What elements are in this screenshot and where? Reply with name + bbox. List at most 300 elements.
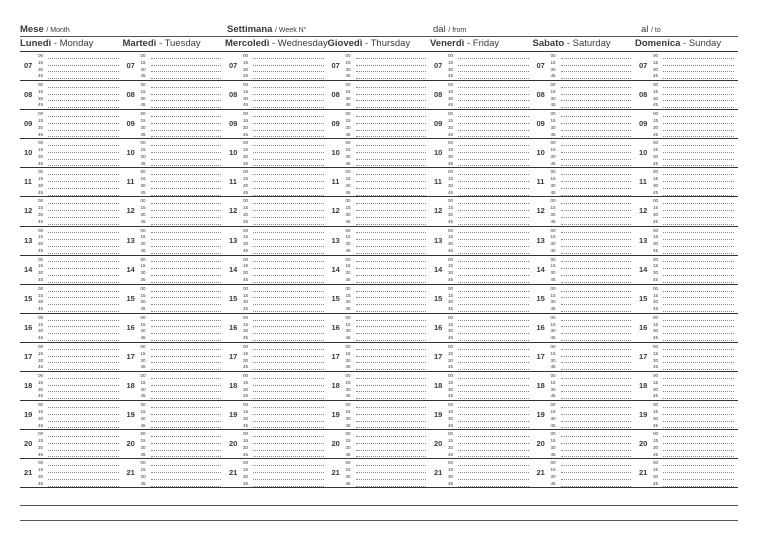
- hour-slot[interactable]: [635, 256, 738, 285]
- quarter-row[interactable]: [551, 270, 632, 277]
- hour-slot[interactable]: [123, 227, 226, 256]
- quarter-row[interactable]: [243, 96, 324, 103]
- quarter-row[interactable]: [653, 132, 734, 139]
- quarter-row[interactable]: [243, 198, 324, 205]
- quarter-row[interactable]: [653, 293, 734, 300]
- quarter-row[interactable]: [141, 161, 222, 168]
- quarter-row[interactable]: [243, 452, 324, 459]
- hour-slot[interactable]: [123, 256, 226, 285]
- quarter-row[interactable]: [141, 373, 222, 380]
- quarter-row[interactable]: [448, 82, 529, 89]
- quarter-row[interactable]: [653, 67, 734, 74]
- quarter-row[interactable]: [243, 161, 324, 168]
- quarter-row[interactable]: [448, 67, 529, 74]
- quarter-row[interactable]: [346, 315, 427, 322]
- quarter-row[interactable]: [38, 118, 119, 125]
- quarter-row[interactable]: [448, 402, 529, 409]
- quarter-row[interactable]: [346, 154, 427, 161]
- quarter-row[interactable]: [551, 416, 632, 423]
- quarter-row[interactable]: [551, 358, 632, 365]
- quarter-row[interactable]: [38, 257, 119, 264]
- hour-slot[interactable]: [635, 372, 738, 401]
- hour-slot[interactable]: [20, 430, 123, 459]
- hour-slot[interactable]: [123, 168, 226, 197]
- quarter-row[interactable]: [551, 445, 632, 452]
- quarter-row[interactable]: [243, 358, 324, 365]
- hour-slot[interactable]: [430, 401, 533, 430]
- hour-slot[interactable]: [225, 314, 328, 343]
- quarter-row[interactable]: [551, 60, 632, 67]
- quarter-row[interactable]: [243, 460, 324, 467]
- quarter-row[interactable]: [346, 409, 427, 416]
- quarter-row[interactable]: [551, 169, 632, 176]
- quarter-row[interactable]: [243, 286, 324, 293]
- quarter-row[interactable]: [448, 351, 529, 358]
- quarter-row[interactable]: [38, 82, 119, 89]
- quarter-row[interactable]: [653, 140, 734, 147]
- quarter-row[interactable]: [38, 228, 119, 235]
- quarter-row[interactable]: [346, 293, 427, 300]
- hour-slot[interactable]: [430, 52, 533, 81]
- hour-slot[interactable]: [533, 139, 636, 168]
- quarter-row[interactable]: [448, 183, 529, 190]
- hour-slot[interactable]: [123, 139, 226, 168]
- quarter-row[interactable]: [141, 263, 222, 270]
- quarter-row[interactable]: [141, 481, 222, 488]
- quarter-row[interactable]: [38, 241, 119, 248]
- quarter-row[interactable]: [448, 140, 529, 147]
- quarter-row[interactable]: [141, 102, 222, 109]
- hour-slot[interactable]: [533, 256, 636, 285]
- quarter-row[interactable]: [141, 299, 222, 306]
- quarter-row[interactable]: [653, 335, 734, 342]
- quarter-row[interactable]: [141, 452, 222, 459]
- quarter-row[interactable]: [243, 322, 324, 329]
- quarter-row[interactable]: [653, 299, 734, 306]
- quarter-row[interactable]: [38, 102, 119, 109]
- quarter-row[interactable]: [243, 132, 324, 139]
- quarter-row[interactable]: [551, 263, 632, 270]
- quarter-row[interactable]: [653, 322, 734, 329]
- quarter-row[interactable]: [243, 169, 324, 176]
- quarter-row[interactable]: [243, 60, 324, 67]
- quarter-row[interactable]: [346, 481, 427, 488]
- quarter-row[interactable]: [141, 53, 222, 60]
- hour-slot[interactable]: [20, 285, 123, 314]
- quarter-row[interactable]: [38, 328, 119, 335]
- hour-slot[interactable]: [225, 343, 328, 372]
- quarter-row[interactable]: [141, 176, 222, 183]
- quarter-row[interactable]: [38, 96, 119, 103]
- quarter-row[interactable]: [653, 53, 734, 60]
- hour-slot[interactable]: [635, 285, 738, 314]
- quarter-row[interactable]: [243, 82, 324, 89]
- hour-slot[interactable]: [430, 168, 533, 197]
- hour-slot[interactable]: [533, 168, 636, 197]
- quarter-row[interactable]: [448, 248, 529, 255]
- hour-slot[interactable]: [328, 430, 431, 459]
- quarter-row[interactable]: [448, 445, 529, 452]
- quarter-row[interactable]: [141, 438, 222, 445]
- quarter-row[interactable]: [243, 73, 324, 80]
- hour-slot[interactable]: [533, 372, 636, 401]
- quarter-row[interactable]: [141, 169, 222, 176]
- quarter-row[interactable]: [38, 364, 119, 371]
- quarter-row[interactable]: [141, 293, 222, 300]
- hour-slot[interactable]: [225, 110, 328, 139]
- hour-slot[interactable]: [430, 430, 533, 459]
- quarter-row[interactable]: [243, 219, 324, 226]
- quarter-row[interactable]: [653, 373, 734, 380]
- quarter-row[interactable]: [653, 111, 734, 118]
- hour-slot[interactable]: [533, 285, 636, 314]
- quarter-row[interactable]: [346, 474, 427, 481]
- hour-slot[interactable]: [635, 401, 738, 430]
- quarter-row[interactable]: [346, 373, 427, 380]
- quarter-row[interactable]: [141, 277, 222, 284]
- quarter-row[interactable]: [653, 183, 734, 190]
- quarter-row[interactable]: [243, 176, 324, 183]
- quarter-row[interactable]: [346, 335, 427, 342]
- quarter-row[interactable]: [346, 176, 427, 183]
- quarter-row[interactable]: [448, 299, 529, 306]
- hour-slot[interactable]: [20, 168, 123, 197]
- quarter-row[interactable]: [141, 322, 222, 329]
- quarter-row[interactable]: [38, 147, 119, 154]
- quarter-row[interactable]: [243, 481, 324, 488]
- quarter-row[interactable]: [141, 118, 222, 125]
- quarter-row[interactable]: [448, 198, 529, 205]
- quarter-row[interactable]: [346, 161, 427, 168]
- quarter-row[interactable]: [243, 416, 324, 423]
- hour-slot[interactable]: [328, 168, 431, 197]
- quarter-row[interactable]: [141, 60, 222, 67]
- quarter-row[interactable]: [448, 452, 529, 459]
- hour-slot[interactable]: [225, 52, 328, 81]
- hour-slot[interactable]: [430, 256, 533, 285]
- hour-slot[interactable]: [533, 430, 636, 459]
- quarter-row[interactable]: [243, 140, 324, 147]
- quarter-row[interactable]: [551, 53, 632, 60]
- hour-slot[interactable]: [328, 52, 431, 81]
- quarter-row[interactable]: [346, 118, 427, 125]
- quarter-row[interactable]: [653, 481, 734, 488]
- quarter-row[interactable]: [346, 286, 427, 293]
- quarter-row[interactable]: [653, 125, 734, 132]
- quarter-row[interactable]: [38, 460, 119, 467]
- quarter-row[interactable]: [346, 212, 427, 219]
- quarter-row[interactable]: [653, 364, 734, 371]
- quarter-row[interactable]: [653, 248, 734, 255]
- quarter-row[interactable]: [653, 60, 734, 67]
- hour-slot[interactable]: [430, 343, 533, 372]
- quarter-row[interactable]: [346, 248, 427, 255]
- hour-slot[interactable]: [635, 139, 738, 168]
- quarter-row[interactable]: [141, 335, 222, 342]
- quarter-row[interactable]: [448, 358, 529, 365]
- quarter-row[interactable]: [346, 364, 427, 371]
- quarter-row[interactable]: [38, 286, 119, 293]
- quarter-row[interactable]: [141, 257, 222, 264]
- quarter-row[interactable]: [38, 452, 119, 459]
- quarter-row[interactable]: [243, 263, 324, 270]
- quarter-row[interactable]: [38, 387, 119, 394]
- quarter-row[interactable]: [551, 460, 632, 467]
- quarter-row[interactable]: [346, 205, 427, 212]
- quarter-row[interactable]: [141, 387, 222, 394]
- quarter-row[interactable]: [653, 241, 734, 248]
- quarter-row[interactable]: [243, 467, 324, 474]
- quarter-row[interactable]: [243, 118, 324, 125]
- quarter-row[interactable]: [346, 96, 427, 103]
- quarter-row[interactable]: [346, 169, 427, 176]
- hour-slot[interactable]: [328, 372, 431, 401]
- hour-slot[interactable]: [430, 197, 533, 226]
- quarter-row[interactable]: [243, 248, 324, 255]
- quarter-row[interactable]: [38, 445, 119, 452]
- quarter-row[interactable]: [653, 328, 734, 335]
- quarter-row[interactable]: [653, 380, 734, 387]
- quarter-row[interactable]: [551, 183, 632, 190]
- quarter-row[interactable]: [448, 190, 529, 197]
- quarter-row[interactable]: [653, 263, 734, 270]
- quarter-row[interactable]: [38, 299, 119, 306]
- quarter-row[interactable]: [448, 416, 529, 423]
- quarter-row[interactable]: [346, 306, 427, 313]
- quarter-row[interactable]: [448, 111, 529, 118]
- quarter-row[interactable]: [551, 474, 632, 481]
- quarter-row[interactable]: [243, 328, 324, 335]
- quarter-row[interactable]: [448, 228, 529, 235]
- hour-slot[interactable]: [635, 110, 738, 139]
- quarter-row[interactable]: [448, 132, 529, 139]
- hour-slot[interactable]: [20, 343, 123, 372]
- quarter-row[interactable]: [551, 344, 632, 351]
- quarter-row[interactable]: [653, 306, 734, 313]
- quarter-row[interactable]: [243, 212, 324, 219]
- hour-slot[interactable]: [225, 401, 328, 430]
- quarter-row[interactable]: [243, 67, 324, 74]
- quarter-row[interactable]: [653, 445, 734, 452]
- quarter-row[interactable]: [243, 277, 324, 284]
- quarter-row[interactable]: [448, 344, 529, 351]
- quarter-row[interactable]: [141, 73, 222, 80]
- quarter-row[interactable]: [38, 416, 119, 423]
- quarter-row[interactable]: [141, 154, 222, 161]
- quarter-row[interactable]: [141, 205, 222, 212]
- quarter-row[interactable]: [243, 205, 324, 212]
- quarter-row[interactable]: [141, 445, 222, 452]
- quarter-row[interactable]: [653, 286, 734, 293]
- hour-slot[interactable]: [635, 197, 738, 226]
- quarter-row[interactable]: [346, 452, 427, 459]
- quarter-row[interactable]: [346, 140, 427, 147]
- quarter-row[interactable]: [653, 219, 734, 226]
- quarter-row[interactable]: [243, 402, 324, 409]
- quarter-row[interactable]: [551, 277, 632, 284]
- quarter-row[interactable]: [141, 474, 222, 481]
- quarter-row[interactable]: [653, 118, 734, 125]
- quarter-row[interactable]: [141, 351, 222, 358]
- hour-slot[interactable]: [430, 459, 533, 488]
- quarter-row[interactable]: [141, 132, 222, 139]
- quarter-row[interactable]: [448, 306, 529, 313]
- quarter-row[interactable]: [38, 125, 119, 132]
- quarter-row[interactable]: [448, 335, 529, 342]
- quarter-row[interactable]: [448, 53, 529, 60]
- quarter-row[interactable]: [243, 364, 324, 371]
- quarter-row[interactable]: [243, 423, 324, 430]
- quarter-row[interactable]: [448, 125, 529, 132]
- quarter-row[interactable]: [653, 452, 734, 459]
- hour-slot[interactable]: [123, 459, 226, 488]
- hour-slot[interactable]: [533, 81, 636, 110]
- quarter-row[interactable]: [653, 460, 734, 467]
- quarter-row[interactable]: [551, 452, 632, 459]
- hour-slot[interactable]: [635, 168, 738, 197]
- hour-slot[interactable]: [225, 168, 328, 197]
- quarter-row[interactable]: [243, 241, 324, 248]
- hour-slot[interactable]: [20, 256, 123, 285]
- quarter-row[interactable]: [38, 132, 119, 139]
- quarter-row[interactable]: [653, 474, 734, 481]
- hour-slot[interactable]: [635, 227, 738, 256]
- quarter-row[interactable]: [141, 409, 222, 416]
- quarter-row[interactable]: [653, 102, 734, 109]
- quarter-row[interactable]: [346, 416, 427, 423]
- quarter-row[interactable]: [243, 306, 324, 313]
- quarter-row[interactable]: [448, 102, 529, 109]
- quarter-row[interactable]: [141, 219, 222, 226]
- quarter-row[interactable]: [346, 102, 427, 109]
- quarter-row[interactable]: [346, 132, 427, 139]
- quarter-row[interactable]: [38, 438, 119, 445]
- hour-slot[interactable]: [225, 197, 328, 226]
- quarter-row[interactable]: [653, 212, 734, 219]
- quarter-row[interactable]: [141, 328, 222, 335]
- quarter-row[interactable]: [653, 409, 734, 416]
- quarter-row[interactable]: [448, 431, 529, 438]
- quarter-row[interactable]: [141, 380, 222, 387]
- quarter-row[interactable]: [346, 423, 427, 430]
- quarter-row[interactable]: [551, 387, 632, 394]
- quarter-row[interactable]: [551, 438, 632, 445]
- quarter-row[interactable]: [551, 431, 632, 438]
- quarter-row[interactable]: [38, 111, 119, 118]
- hour-slot[interactable]: [533, 227, 636, 256]
- quarter-row[interactable]: [551, 322, 632, 329]
- quarter-row[interactable]: [551, 299, 632, 306]
- quarter-row[interactable]: [551, 118, 632, 125]
- quarter-row[interactable]: [551, 402, 632, 409]
- quarter-row[interactable]: [243, 293, 324, 300]
- hour-slot[interactable]: [430, 227, 533, 256]
- hour-slot[interactable]: [328, 139, 431, 168]
- hour-slot[interactable]: [20, 401, 123, 430]
- hour-slot[interactable]: [225, 81, 328, 110]
- quarter-row[interactable]: [243, 89, 324, 96]
- quarter-row[interactable]: [38, 344, 119, 351]
- quarter-row[interactable]: [551, 111, 632, 118]
- quarter-row[interactable]: [551, 364, 632, 371]
- quarter-row[interactable]: [448, 315, 529, 322]
- hour-slot[interactable]: [20, 459, 123, 488]
- hour-slot[interactable]: [635, 459, 738, 488]
- quarter-row[interactable]: [38, 176, 119, 183]
- quarter-row[interactable]: [448, 234, 529, 241]
- quarter-row[interactable]: [243, 380, 324, 387]
- quarter-row[interactable]: [141, 96, 222, 103]
- quarter-row[interactable]: [243, 53, 324, 60]
- quarter-row[interactable]: [38, 393, 119, 400]
- quarter-row[interactable]: [346, 73, 427, 80]
- quarter-row[interactable]: [141, 416, 222, 423]
- quarter-row[interactable]: [141, 248, 222, 255]
- quarter-row[interactable]: [141, 82, 222, 89]
- quarter-row[interactable]: [551, 190, 632, 197]
- quarter-row[interactable]: [551, 198, 632, 205]
- quarter-row[interactable]: [346, 125, 427, 132]
- quarter-row[interactable]: [653, 270, 734, 277]
- quarter-row[interactable]: [346, 431, 427, 438]
- hour-slot[interactable]: [430, 285, 533, 314]
- quarter-row[interactable]: [38, 335, 119, 342]
- quarter-row[interactable]: [551, 147, 632, 154]
- hour-slot[interactable]: [225, 372, 328, 401]
- quarter-row[interactable]: [346, 467, 427, 474]
- quarter-row[interactable]: [346, 198, 427, 205]
- quarter-row[interactable]: [653, 344, 734, 351]
- quarter-row[interactable]: [551, 351, 632, 358]
- quarter-row[interactable]: [551, 373, 632, 380]
- quarter-row[interactable]: [38, 380, 119, 387]
- hour-slot[interactable]: [123, 430, 226, 459]
- quarter-row[interactable]: [38, 89, 119, 96]
- quarter-row[interactable]: [551, 306, 632, 313]
- quarter-row[interactable]: [448, 373, 529, 380]
- quarter-row[interactable]: [346, 257, 427, 264]
- hour-slot[interactable]: [533, 314, 636, 343]
- quarter-row[interactable]: [38, 60, 119, 67]
- quarter-row[interactable]: [346, 358, 427, 365]
- quarter-row[interactable]: [346, 183, 427, 190]
- hour-slot[interactable]: [225, 227, 328, 256]
- quarter-row[interactable]: [551, 248, 632, 255]
- quarter-row[interactable]: [346, 241, 427, 248]
- quarter-row[interactable]: [551, 328, 632, 335]
- hour-slot[interactable]: [123, 81, 226, 110]
- hour-slot[interactable]: [328, 314, 431, 343]
- quarter-row[interactable]: [38, 205, 119, 212]
- quarter-row[interactable]: [141, 183, 222, 190]
- quarter-row[interactable]: [141, 306, 222, 313]
- quarter-row[interactable]: [653, 161, 734, 168]
- quarter-row[interactable]: [38, 234, 119, 241]
- quarter-row[interactable]: [141, 286, 222, 293]
- quarter-row[interactable]: [38, 293, 119, 300]
- quarter-row[interactable]: [653, 190, 734, 197]
- quarter-row[interactable]: [448, 263, 529, 270]
- quarter-row[interactable]: [448, 241, 529, 248]
- quarter-row[interactable]: [448, 147, 529, 154]
- hour-slot[interactable]: [225, 285, 328, 314]
- quarter-row[interactable]: [448, 380, 529, 387]
- quarter-row[interactable]: [653, 416, 734, 423]
- quarter-row[interactable]: [448, 176, 529, 183]
- quarter-row[interactable]: [243, 257, 324, 264]
- quarter-row[interactable]: [38, 53, 119, 60]
- hour-slot[interactable]: [20, 314, 123, 343]
